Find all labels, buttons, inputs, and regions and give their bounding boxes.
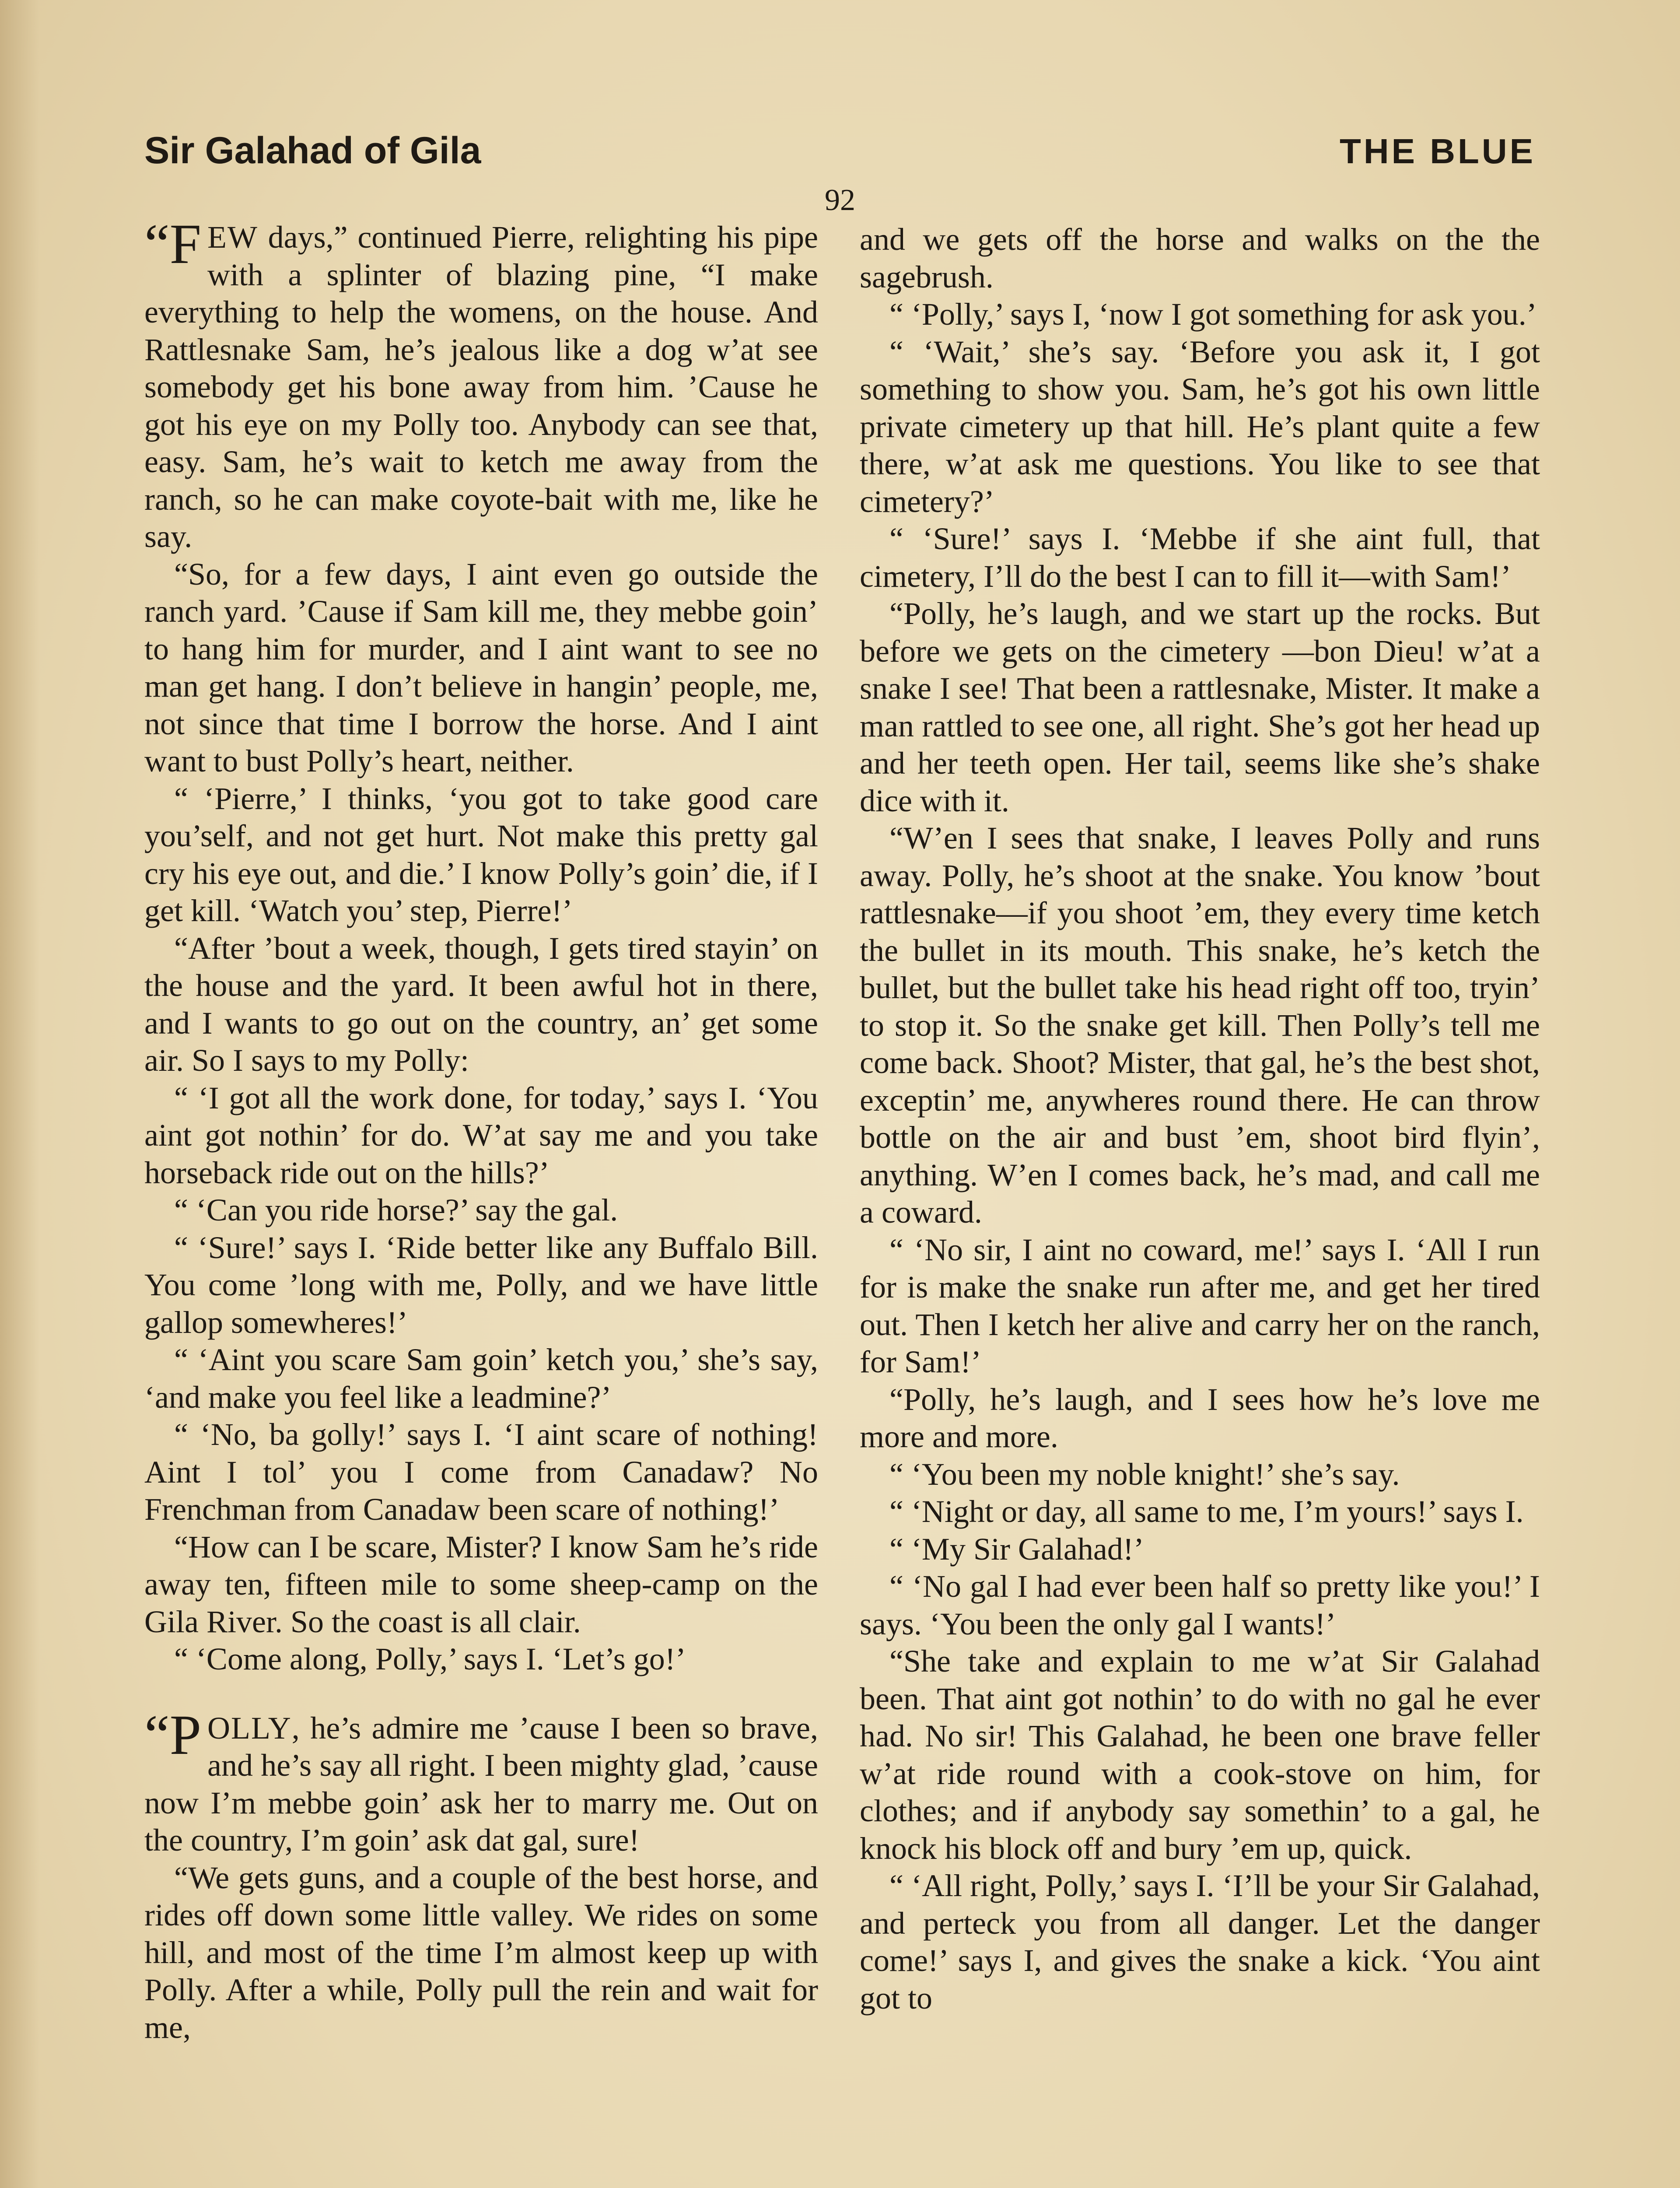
paragraph: [860, 221, 1540, 296]
right-text-column: [860, 221, 1540, 2017]
magazine-name-header: THE BLUE: [1340, 132, 1536, 171]
paragraph-text: “ ‘Sure!’ says I. ‘Mebbe if she aint full, that cimetery, I’ll do the best I can to fill it—with Sam!’: [860, 521, 1540, 594]
paragraph: [144, 1192, 818, 1229]
paragraph-text: “ ‘My Sir Galahad!’: [889, 1531, 1144, 1567]
paragraph: [860, 595, 1540, 820]
paragraph: [144, 780, 818, 930]
paragraph-text: “ ‘Can you ride horse?’ say the gal.: [174, 1192, 618, 1227]
paragraph: [144, 1229, 818, 1342]
paragraph: [144, 1703, 818, 1859]
small-caps-lead: EW: [207, 220, 258, 255]
paragraph-text: “ ‘Sure!’ says I. ‘Ride better like any Buffalo Bill. You come ’long with me, Polly, and we have little gallop somewheres!’: [144, 1230, 818, 1340]
paragraph-text: “Polly, he’s laugh, and I sees how he’s love me more and more.: [860, 1382, 1540, 1454]
drop-cap: “F: [144, 213, 201, 276]
paragraph-text: and we gets off the horse and walks on the the sagebrush.: [860, 222, 1540, 295]
paragraph: [860, 333, 1540, 521]
paragraph: [860, 1231, 1540, 1381]
paragraph: [144, 1859, 818, 2047]
paragraph: [144, 1341, 818, 1416]
paragraph-text: “After ’bout a week, though, I gets tired stayin’ on the house and the yard. It been awful hot in there, and I wants to go out on the country, an’ get some air. So I says to my Polly:: [144, 930, 818, 1078]
paragraph: [860, 1568, 1540, 1643]
paragraph: [860, 520, 1540, 595]
paragraph: [860, 1381, 1540, 1456]
paragraph-text: “How can I be scare, Mister? I know Sam he’s ride away ten, fifteen mile to some sheep-camp on the Gila River. So the coast is all clair.: [144, 1529, 818, 1639]
paragraph-text: “We gets guns, and a couple of the best horse, and rides off down some little valley. We rides on some hill, and most of the time I’m almost keep up with Polly. After a while, Polly pull the rein and wait for me,: [144, 1860, 818, 2045]
paragraph-text: , he’s admire me ’cause I been so brave, and he’s say all right. I been mighty glad, ’cause now I’m mebbe goin’ ask her to marry me. Out on the country, I’m goin’ ask dat gal, sure!: [144, 1710, 818, 1858]
paragraph-text: “ ‘No, ba golly!’ says I. ‘I aint scare of nothing! Aint I tol’ you I come from Canadaw? No Frenchman from Canadaw been scare of nothing!’: [144, 1417, 818, 1527]
paragraph: [860, 820, 1540, 1231]
paragraph-text: “ ‘Night or day, all same to me, I’m yours!’ says I.: [889, 1494, 1524, 1529]
paragraph: [144, 1529, 818, 1641]
paragraph-text: “ ‘Come along, Polly,’ says I. ‘Let’s go!’: [174, 1641, 686, 1676]
left-text-column: [144, 213, 818, 2046]
drop-cap: “P: [144, 1703, 201, 1767]
paragraph: [860, 1867, 1540, 2017]
paragraph: [144, 1080, 818, 1192]
paragraph: [144, 1641, 818, 1678]
paragraph: [860, 1643, 1540, 1867]
paragraph: [860, 296, 1540, 333]
paragraph-text: “ ‘I got all the work done, for today,’ says I. ‘You aint got nothin’ for do. W’at say me and you take horseback ride out on the hills?’: [144, 1080, 818, 1190]
paragraph-text: “Polly, he’s laugh, and we start up the rocks. But before we gets on the cimetery —bon Dieu! w’at a snake I see! That been a rattlesnake, Mister. It make a man rattled to see one, all right. She’s got her head up and her teeth open. Her tail, seems like she’s shake dice with it.: [860, 596, 1540, 818]
paragraph-text: days,” continued Pierre, relighting his pipe with a splinter of blazing pine, “I make everything to help the womens, on the house. And Rattlesnake Sam, he’s jealous like a dog w’at see somebody get his bone away from him. ’Cause he got his eye on my Polly too. Anybody can see that, easy. Sam, he’s wait to ketch me away from the ranch, so he can make coyote-bait with me, like he say.: [144, 220, 818, 554]
paragraph: [860, 1493, 1540, 1531]
paragraph-text: “ ‘You been my noble knight!’ she’s say.: [889, 1456, 1400, 1492]
paragraph: [860, 1456, 1540, 1494]
paragraph-text: “ ‘Pierre,’ I thinks, ‘you got to take good care you’self, and not get hurt. Not make this pretty gal cry his eye out, and die.’ I know Polly’s goin’ die, if I get kill. ‘Watch you’ step, Pierre!’: [144, 781, 818, 928]
paragraph-text: “She take and explain to me w’at Sir Galahad been. That aint got nothin’ to do with no gal he ever had. No sir! This Galahad, he been one brave feller w’at ride round with a cook-stove on him, for clothes; and if anybody say somethin’ to a gal, he knock his block off and bury ’em up, quick.: [860, 1644, 1540, 1866]
paragraph-text: “ ‘Polly,’ says I, ‘now I got something for ask you.’: [889, 297, 1537, 332]
paragraph: [860, 1531, 1540, 1568]
page-number: 92: [825, 183, 855, 217]
small-caps-lead: OLLY: [207, 1710, 292, 1746]
paragraph: [144, 213, 818, 556]
page-edge-shadow: [0, 0, 39, 2188]
paragraph-text: “ ‘No gal I had ever been half so pretty like you!’ I says. ‘You been the only gal I wants!’: [860, 1569, 1540, 1641]
story-title-header: Sir Galahad of Gila: [144, 130, 481, 172]
paragraph-text: “W’en I sees that snake, I leaves Polly and runs away. Polly, he’s shoot at the snake. You know ’bout rattlesnake—if you shoot ’em, they every time ketch the bullet in its mouth. This snake, he’s ketch the bullet, but the bullet take his head right off too, tryin’ to stop it. So the snake get kill. Then Polly’s tell me come back. Shoot? Mister, that gal, he’s the best shot, exceptin’ me, anywheres round there. He can throw bottle on the air and bust ’em, shoot bird flyin’, anything. W’en I comes back, he’s mad, and call me a coward.: [860, 820, 1540, 1230]
paragraph: [144, 930, 818, 1080]
paragraph-text: “ ‘No sir, I aint no coward, me!’ says I. ‘All I run for is make the snake run after me, and get her tired out. Then I ketch her alive and carry her on the ranch, for Sam!’: [860, 1232, 1540, 1379]
paragraph-text: “ ‘Wait,’ she’s say. ‘Before you ask it, I got something to show you. Sam, he’s got his own little private cimetery up that hill. He’s plant quite a few there, w’at ask me questions. You like to see that cimetery?’: [860, 334, 1540, 519]
paragraph-text: “ ‘All right, Polly,’ says I. ‘I’ll be your Sir Galahad, and perteck you from all danger. Let the danger come!’ says I, and gives the snake a kick. ‘You aint got to: [860, 1868, 1540, 2016]
paragraph-text: “ ‘Aint you scare Sam goin’ ketch you,’ she’s say, ‘and make you feel like a leadmine?’: [144, 1342, 818, 1415]
paragraph: [144, 1416, 818, 1529]
paragraph-text: “So, for a few days, I aint even go outside the ranch yard. ’Cause if Sam kill me, they mebbe goin’ to hang him for murder, and I aint want to see no man get hang. I don’t believe in hangin’ people, me, not since that time I borrow the horse. And I aint want to bust Polly’s heart, neither.: [144, 556, 818, 778]
paragraph: [144, 556, 818, 780]
